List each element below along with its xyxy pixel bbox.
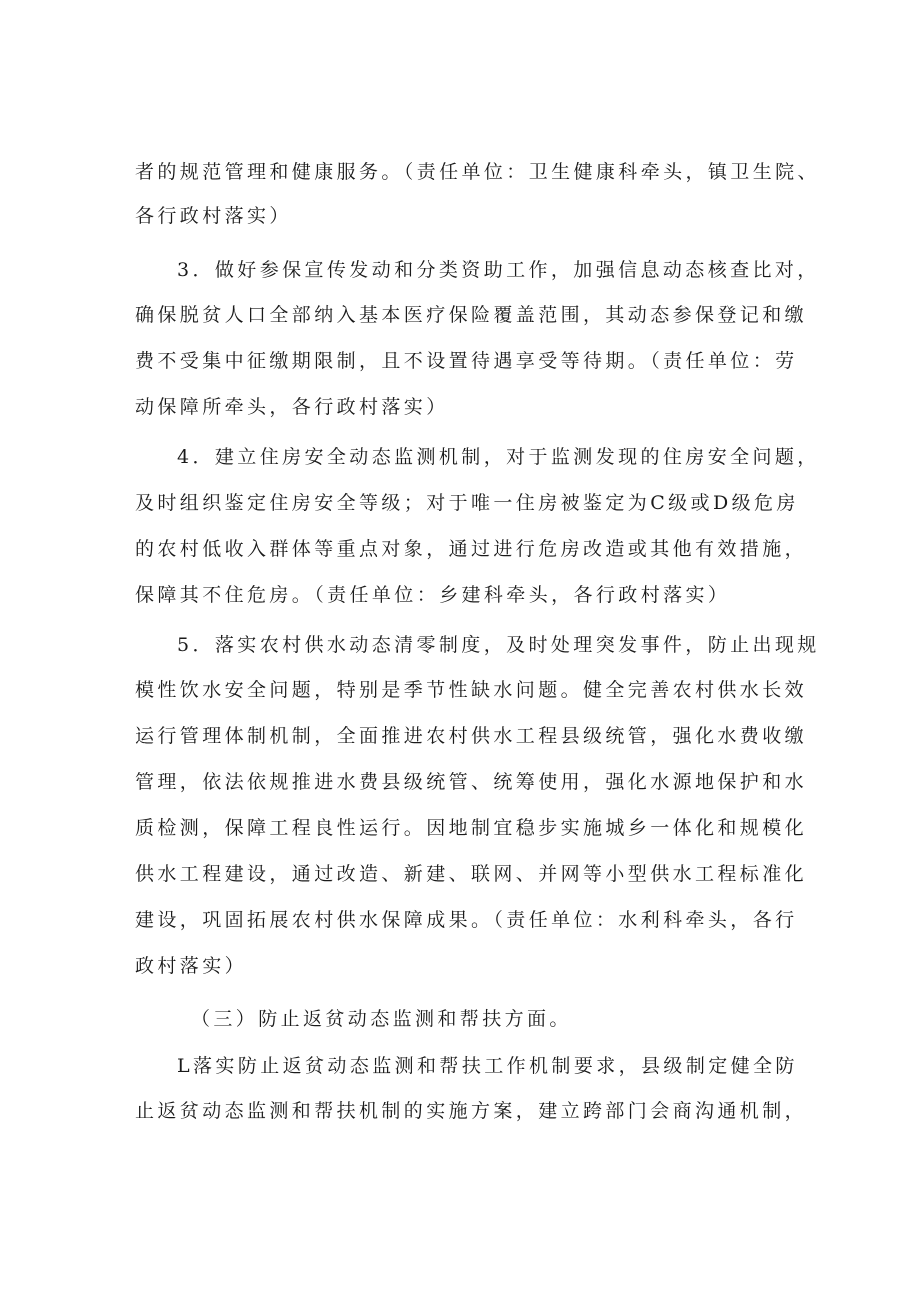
text-line: 止返贫动态监测和帮扶机制的实施方案，建立跨部门会商沟通机制， [135, 1100, 808, 1122]
text-line: 各行政村落实） [135, 205, 292, 227]
text-line: 3．做好参保宣传发动和分类资助工作，加强信息动态核查比对， [177, 259, 820, 281]
text-line: 的农村低收入群体等重点对象，通过进行危房改造或其他有效措施， [135, 538, 808, 560]
text-line: 动保障所牵头，各行政村落实） [135, 396, 449, 418]
text-line: 者的规范管理和健康服务。（责任单位：卫生健康科牵头，镇卫生院、 [135, 161, 820, 183]
text-line: 及时组织鉴定住房安全等级；对于唯一住房被鉴定为C级或D级危房 [135, 492, 799, 514]
text-line: 4．建立住房安全动态监测机制，对于监测发现的住房安全问题， [177, 446, 820, 468]
text-line: 建设，巩固拓展农村供水保障成果。（责任单位：水利科牵头，各行 [135, 909, 798, 931]
section-heading: （三）防止返贫动态监测和帮扶方面。 [191, 1008, 572, 1030]
text-line: 质检测，保障工程良性运行。因地制宜稳步实施城乡一体化和规模化 [135, 817, 808, 839]
text-line: 费不受集中征缴期限制，且不设置待遇享受等待期。（责任单位：劳 [135, 350, 798, 372]
text-line: 5．落实农村供水动态清零制度，及时处理突发事件，防止出现规 [177, 634, 820, 656]
text-line: 确保脱贫人口全部纳入基本医疗保险覆盖范围，其动态参保登记和缴 [135, 304, 808, 326]
text-line: 政村落实） [135, 955, 248, 977]
text-line: L落实防止返贫动态监测和帮扶工作机制要求，县级制定健全防 [177, 1055, 798, 1077]
text-line: 管理，依法依规推进水费县级统管、统筹使用，强化水源地保护和水 [135, 771, 808, 793]
text-line: 供水工程建设，通过改造、新建、联网、并网等小型供水工程标准化 [135, 863, 808, 885]
text-line: 保障其不住危房。（责任单位：乡建科牵头，各行政村落实） [135, 584, 731, 606]
text-line: 运行管理体制机制，全面推进农村供水工程县级统管，强化水费收缴 [135, 725, 808, 747]
text-line: 模性饮水安全问题，特别是季节性缺水问题。健全完善农村供水长效 [135, 679, 808, 701]
